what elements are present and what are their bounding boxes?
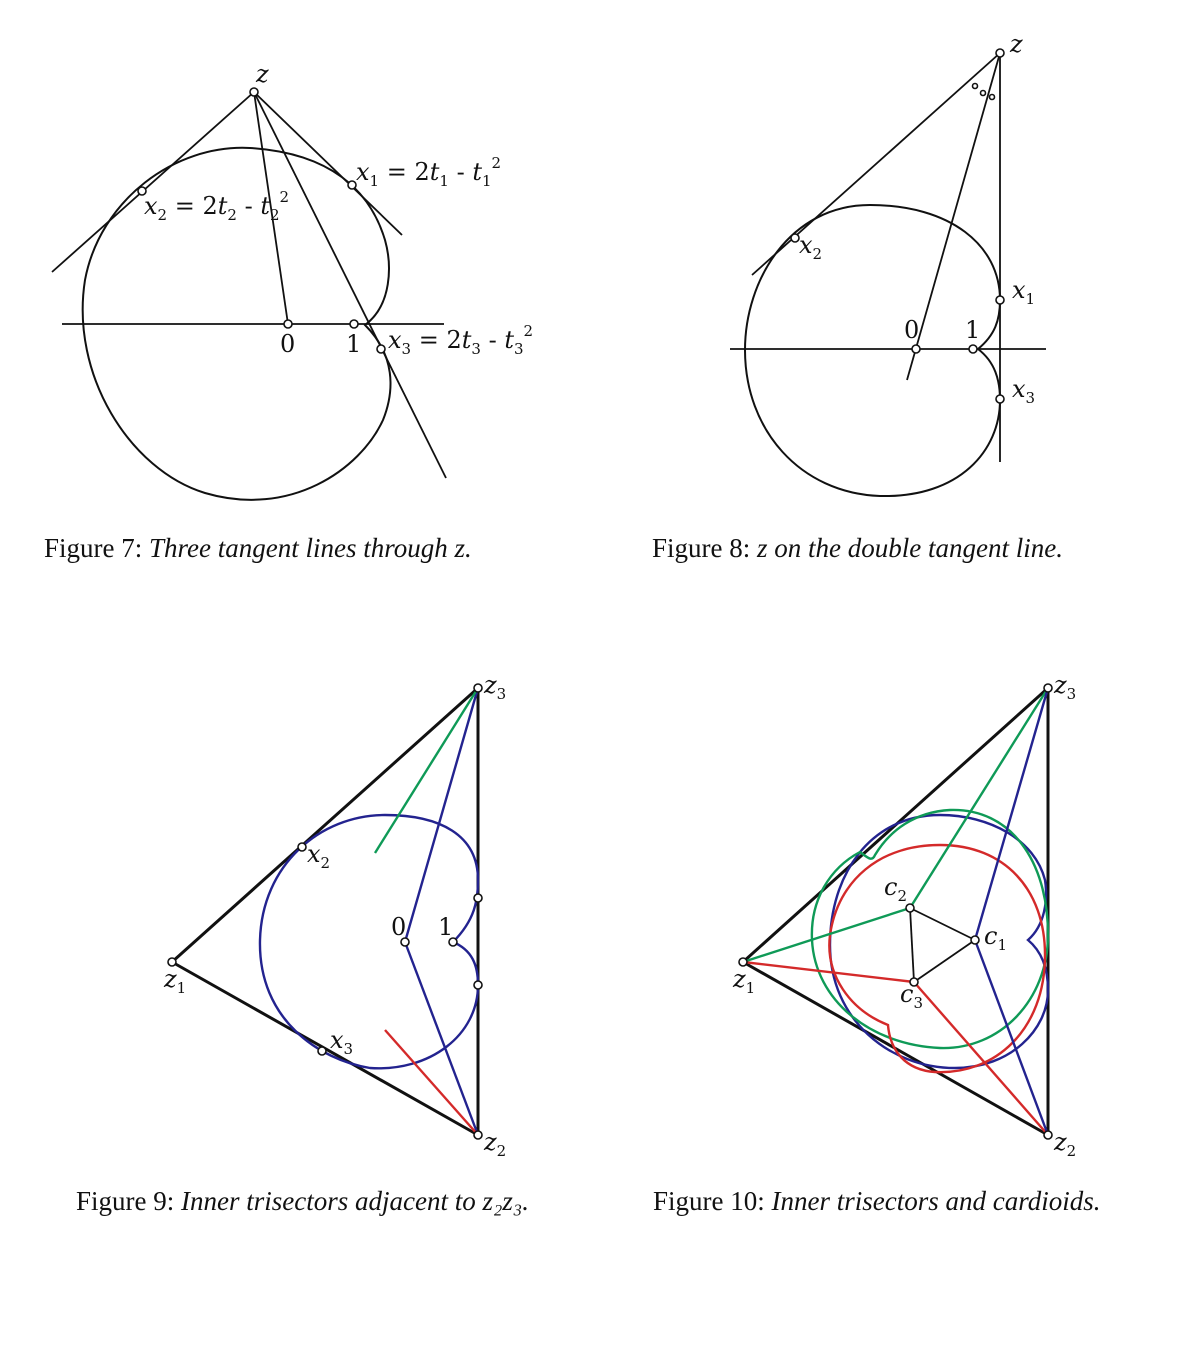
label-z1: $z_1$ — [164, 965, 187, 997]
label-x3: $x_3$ — [330, 1026, 354, 1058]
figure-9-caption-text: Inner trisectors adjacent to z₂z₃. — [181, 1186, 529, 1216]
trisector-blue — [975, 688, 1048, 940]
equation-x3: $x_3 = 2t_3 - t_3^2$ — [388, 322, 534, 358]
label-c1: $c_1$ — [984, 922, 1007, 954]
figure-10-caption — [653, 1186, 1100, 1217]
label-z2: $z_2$ — [1054, 1128, 1077, 1160]
label-z1: $z_1$ — [733, 965, 756, 997]
point-z2 — [474, 1131, 482, 1139]
figure-8-label: Figure 8: — [652, 533, 751, 563]
label-c2: $c_2$ — [884, 873, 907, 905]
figure-7-caption-text: Three tangent lines through z. — [149, 533, 472, 563]
point-z2 — [1044, 1131, 1052, 1139]
label-origin: 0 — [391, 913, 407, 941]
figure-9-caption — [76, 1186, 529, 1217]
label-x2: $x_2$ — [799, 231, 823, 263]
label-x2: $x_2$ — [307, 840, 331, 872]
label-one: 1 — [346, 330, 362, 358]
inner-triangle-side — [914, 940, 975, 982]
point-one — [350, 320, 358, 328]
point-x3 — [318, 1047, 326, 1055]
figure-7-label: Figure 7: — [44, 533, 143, 563]
point-z3 — [474, 684, 482, 692]
point-x2 — [298, 843, 306, 851]
point-x2 — [791, 234, 799, 242]
inner-triangle-side — [910, 908, 914, 982]
trisector-blue — [405, 688, 478, 942]
figure-10-caption-text: Inner trisectors and cardioids. — [771, 1186, 1101, 1216]
point-x3 — [377, 345, 385, 353]
label-one: 1 — [438, 913, 454, 941]
figure-9-diagram — [163, 671, 506, 1160]
equation-x1: $x_1 = 2t_1 - t_1^2$ — [356, 154, 502, 190]
point-z — [250, 88, 258, 96]
label-c3: $c_3$ — [900, 980, 923, 1012]
point-one — [969, 345, 977, 353]
label-x3: $x_3$ — [1012, 375, 1036, 407]
point-origin — [912, 345, 920, 353]
figure-9-label: Figure 9: — [76, 1186, 175, 1216]
figure-8-caption — [652, 533, 1063, 564]
tangent-line-x2 — [52, 92, 254, 272]
point-x1 — [996, 296, 1004, 304]
angle-mark — [973, 84, 978, 89]
figure-7-caption — [44, 533, 472, 564]
triangle-side-z1z3 — [172, 688, 478, 962]
point-x1 — [348, 181, 356, 189]
label-z: z — [256, 60, 269, 88]
label-one: 1 — [965, 316, 981, 344]
figure-10-label: Figure 10: — [653, 1186, 765, 1216]
label-z3: $z_3$ — [484, 671, 507, 703]
label-z: z — [1010, 30, 1023, 58]
point-tangent-upper — [474, 894, 482, 902]
label-z3: $z_3$ — [1054, 671, 1077, 703]
angle-mark — [990, 95, 995, 100]
trisector-red — [914, 982, 1048, 1135]
label-x1: $x_1$ — [1012, 276, 1036, 308]
trisector-red — [385, 1030, 478, 1135]
line-z-origin — [907, 53, 1000, 380]
trisector-green — [910, 688, 1048, 908]
point-z3 — [1044, 684, 1052, 692]
trisector-red — [743, 962, 914, 982]
figure-8-caption-text: z on the double tangent line. — [757, 533, 1063, 563]
label-origin: 0 — [904, 316, 920, 344]
trisector-green — [743, 908, 910, 962]
point-origin — [284, 320, 292, 328]
equation-x2: $x_2 = 2t_2 - t_2^2$ — [144, 188, 290, 224]
cardioid-curve — [745, 205, 1000, 496]
angle-mark — [981, 91, 986, 96]
figure-7-diagram — [52, 60, 533, 500]
figure-10-diagram — [732, 671, 1076, 1160]
label-z2: $z_2$ — [484, 1128, 507, 1160]
point-x3 — [996, 395, 1004, 403]
label-origin: 0 — [280, 330, 296, 358]
tangent-line-x2 — [752, 53, 1000, 275]
point-c1 — [971, 936, 979, 944]
point-c2 — [906, 904, 914, 912]
trisector-blue — [405, 942, 478, 1135]
point-z — [996, 49, 1004, 57]
point-tangent-lower — [474, 981, 482, 989]
figure-8-diagram — [730, 30, 1046, 496]
inner-triangle-side — [910, 908, 975, 940]
trisector-green — [375, 688, 478, 853]
